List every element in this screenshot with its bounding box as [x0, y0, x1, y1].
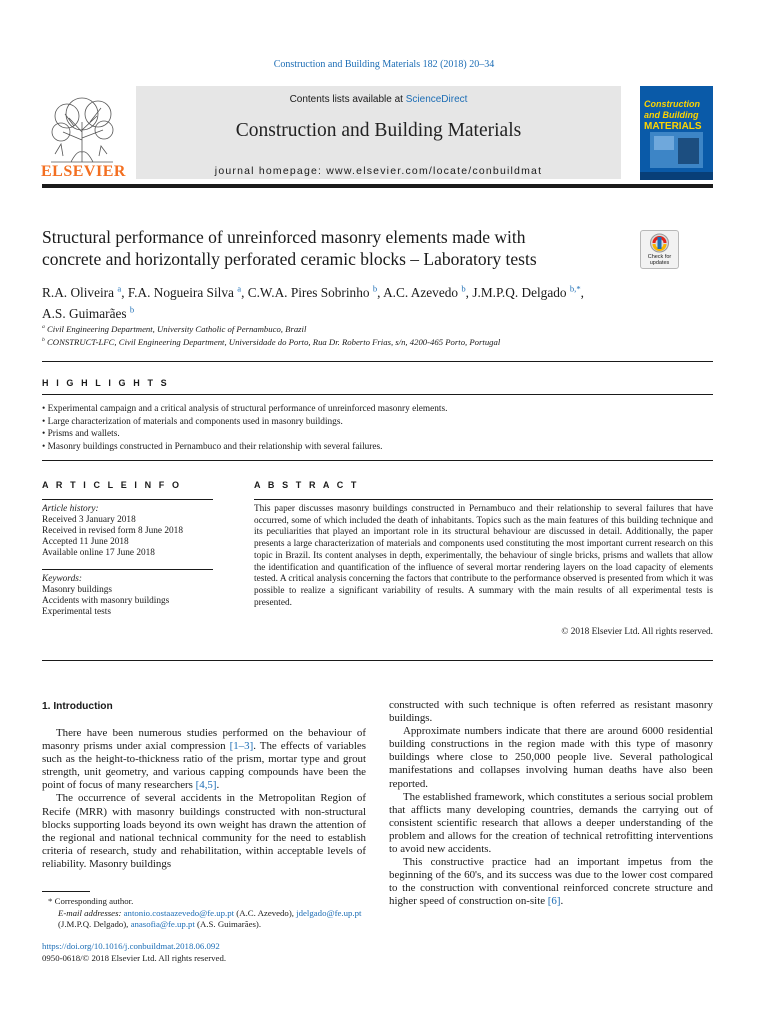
article-info-heading: A R T I C L E I N F O: [42, 480, 182, 490]
affiliations: [42, 322, 702, 348]
highlight-item: • Experimental campaign and a critical analysis of structural performance of unreinforced masonry elements.: [42, 403, 722, 416]
affiliation-mark[interactable]: a: [237, 284, 242, 294]
affiliation-mark[interactable]: b: [461, 284, 466, 294]
crossmark-label: updates: [649, 260, 670, 266]
citation-link[interactable]: [4,5]: [195, 779, 217, 792]
abstract-body: This paper discusses masonry buildings constructed in Pernambuco and their relationship to several failures that have occurred, some of which included the death of inhabitants. Topics such as the main features of this building technique and its peculiarities that played an important role in its structural behaviour are discussed in detail. Additionally, the paper presents a large characterization of materials and components used constituting the most important current research on this topic in Brazil. Its content analyses in depth, experimentally, the behaviour of single bricks, prisms and wallets that allow the identification and quantification of the influence of several mortar rendering layers on the load capacity of elements tested. A critical analysis concerning the factors that contribute to the performance observed is presented from which it was possible to realize a significant variability of results. A summary with the main results of all experimental tests is presented.: [254, 504, 713, 608]
journal-homepage-link[interactable]: journal homepage: www.elsevier.com/locate/conbuildmat: [214, 165, 543, 177]
journal-reference-link[interactable]: Construction and Building Materials 182 (2018) 20–34: [273, 59, 495, 70]
history-entry: Received in revised form 8 June 2018: [42, 526, 183, 536]
text-run: . The effects of variables such as the height-to-thickness ratio of the prism, mortar type and grout strength, unit geometry, and various capping compounds have been the point of focus of many researchers: [42, 740, 366, 792]
text-run: .: [216, 779, 220, 792]
footnotes: [42, 896, 372, 931]
divider: [42, 499, 213, 500]
email-addresses: [42, 908, 372, 931]
divider: [42, 460, 713, 461]
affiliation-mark: a: [42, 324, 45, 330]
left-column: [42, 727, 366, 871]
highlights-heading: H I G H L I G H T S: [42, 378, 170, 388]
issn-line: 0950-0618/© 2018 Elsevier Ltd. All rights reserved.: [42, 953, 227, 963]
cover-title-text: [644, 99, 710, 132]
cover-title-line: MATERIALS: [644, 121, 702, 132]
author-name: R.A. Oliveira: [42, 285, 115, 301]
email-link[interactable]: antonio.costaazevedo@fe.up.pt: [123, 907, 235, 918]
author-name: F.A. Nogueira Silva: [127, 285, 234, 301]
paragraph: Approximate numbers indicate that there are around 6000 residential building constructions in the region made with this type of masonry buildings where close to 250,000 people live. Several pathological manifestations and collapses involving human deaths have also been reported.: [389, 725, 713, 790]
paragraph: The occurrence of several accidents in the Metropolitan Region of Recife (MRR) with masonry buildings constructed with non-structural blocks supporting loads beyond its own weight has drawn the attention of the regional and national technical community for the need to establish criteria of research, study and rehabilitation, within acceptable levels of reliability. Masonry buildings: [42, 792, 366, 870]
email-link[interactable]: anasofia@fe.up.pt: [130, 919, 195, 930]
paper-title-line: concrete and horizontally perforated ceramic blocks – Laboratory tests: [42, 249, 537, 269]
author-separator: ,: [241, 285, 248, 301]
affiliation-mark[interactable]: b: [372, 284, 378, 294]
highlight-item: • Prisms and wallets.: [42, 428, 722, 441]
affiliation-text: CONSTRUCT-LFC, Civil Engineering Department, Universidade do Porto, Rua Dr. Roberto Frias, s/n, 4200-465 Porto, Portugal: [47, 336, 501, 347]
author-separator: ,: [377, 285, 384, 301]
author: [128, 285, 248, 300]
doi-block: [42, 940, 372, 964]
history-entry: Available online 17 June 2018: [42, 548, 155, 558]
text-run: There have been numerous studies performed on the behaviour of masonry prisms under axial compression: [42, 727, 366, 753]
author: [248, 285, 383, 300]
email-label: E-mail addresses:: [58, 907, 124, 918]
author: [472, 285, 584, 300]
email-owner: (A.S. Guimarães).: [194, 919, 262, 930]
paragraph: [42, 727, 366, 792]
right-column: [389, 699, 713, 909]
affiliation-text: Civil Engineering Department, University Catholic of Pernambuco, Brazil: [47, 323, 307, 334]
author-name: A.C. Azevedo: [383, 285, 459, 301]
check-for-updates-badge[interactable]: [640, 230, 679, 269]
footnote-rule: [42, 891, 90, 892]
text-run: .: [560, 895, 564, 908]
paper-title: [42, 226, 632, 270]
author: [383, 285, 472, 300]
keyword: Experimental tests: [42, 607, 111, 617]
keyword: Masonry buildings: [42, 585, 112, 595]
divider: [42, 569, 213, 570]
header-rule-thick: [42, 184, 713, 188]
author: [42, 306, 134, 321]
citation-link[interactable]: [6]: [547, 895, 561, 908]
author-name: C.W.A. Pires Sobrinho: [247, 285, 370, 301]
paragraph: The established framework, which constitutes a serious social problem that afflicts many developing countries, demands the carrying out of consistent scientific research that allows a deeper understanding of the problem and allows for the creation of technical retrofitting interventions to avoid new accidents.: [389, 790, 713, 856]
affiliation-a: [42, 322, 702, 335]
affiliation-mark[interactable]: b: [129, 304, 135, 315]
email-link[interactable]: jdelgado@fe.up.pt: [296, 907, 362, 918]
corresponding-author-note: * Corresponding author.: [48, 896, 134, 906]
author-list: [42, 281, 702, 322]
affiliation-mark[interactable]: a: [117, 284, 122, 294]
affiliation-mark: b: [42, 336, 45, 343]
history-entry: Received 3 January 2018: [42, 515, 136, 525]
keywords-label: Keywords:: [42, 574, 82, 584]
author: [42, 285, 128, 300]
author-name: J.M.P.Q. Delgado: [472, 285, 567, 301]
text-run: This constructive practice had an important impetus from the beginning of the 60's, and its success was due to the lower cost compared to the construction with conventional reinforced concrete structure and higher speed of construction on-site: [389, 856, 713, 908]
elsevier-wordmark[interactable]: ELSEVIER: [41, 163, 126, 180]
affiliation-mark[interactable]: b,*: [569, 284, 581, 294]
paragraph: constructed with such technique is often referred as resistant masonry buildings.: [389, 699, 713, 725]
highlights-list: [42, 403, 722, 453]
author-separator: ,: [465, 285, 473, 301]
divider: [42, 394, 713, 395]
divider: [42, 660, 713, 661]
author-name: A.S. Guimarães: [42, 305, 127, 321]
author-separator: ,: [580, 285, 584, 301]
article-history-label: Article history:: [42, 504, 99, 514]
article-history: [42, 504, 217, 559]
citation-link[interactable]: [1–3]: [229, 740, 254, 753]
email-owner: (J.M.P.Q. Delgado),: [58, 919, 131, 930]
paragraph: [389, 856, 713, 908]
divider: [254, 499, 713, 500]
email-owner: (A.C. Azevedo),: [234, 907, 297, 918]
cover-title-line: and Building: [644, 110, 699, 120]
abstract-heading: A B S T R A C T: [254, 480, 359, 490]
contents-prefix: Contents lists available at: [289, 94, 406, 105]
doi-link[interactable]: https://doi.org/10.1016/j.conbuildmat.2018.06.092: [42, 941, 220, 951]
highlight-item: • Masonry buildings constructed in Pernambuco and their relationship with several failures.: [42, 441, 722, 454]
divider: [42, 361, 713, 362]
introduction-heading: 1. Introduction: [42, 701, 113, 712]
paper-title-line: Structural performance of unreinforced masonry elements made with: [42, 227, 526, 247]
cover-title-line: Construction: [644, 99, 700, 109]
affiliation-b: [42, 335, 702, 348]
keywords: [42, 574, 217, 618]
abstract-copyright: © 2018 Elsevier Ltd. All rights reserved.: [561, 627, 713, 637]
journal-title: Construction and Building Materials: [235, 120, 522, 141]
crossmark-label: Check for: [647, 254, 672, 260]
author-separator: ,: [121, 285, 128, 301]
history-entry: Accepted 11 June 2018: [42, 537, 129, 547]
contents-available-line: [136, 94, 621, 105]
highlight-item: • Large characterization of materials and components used in masonry buildings.: [42, 416, 722, 429]
keyword: Accidents with masonry buildings: [42, 596, 170, 606]
sciencedirect-link[interactable]: ScienceDirect: [405, 94, 468, 105]
